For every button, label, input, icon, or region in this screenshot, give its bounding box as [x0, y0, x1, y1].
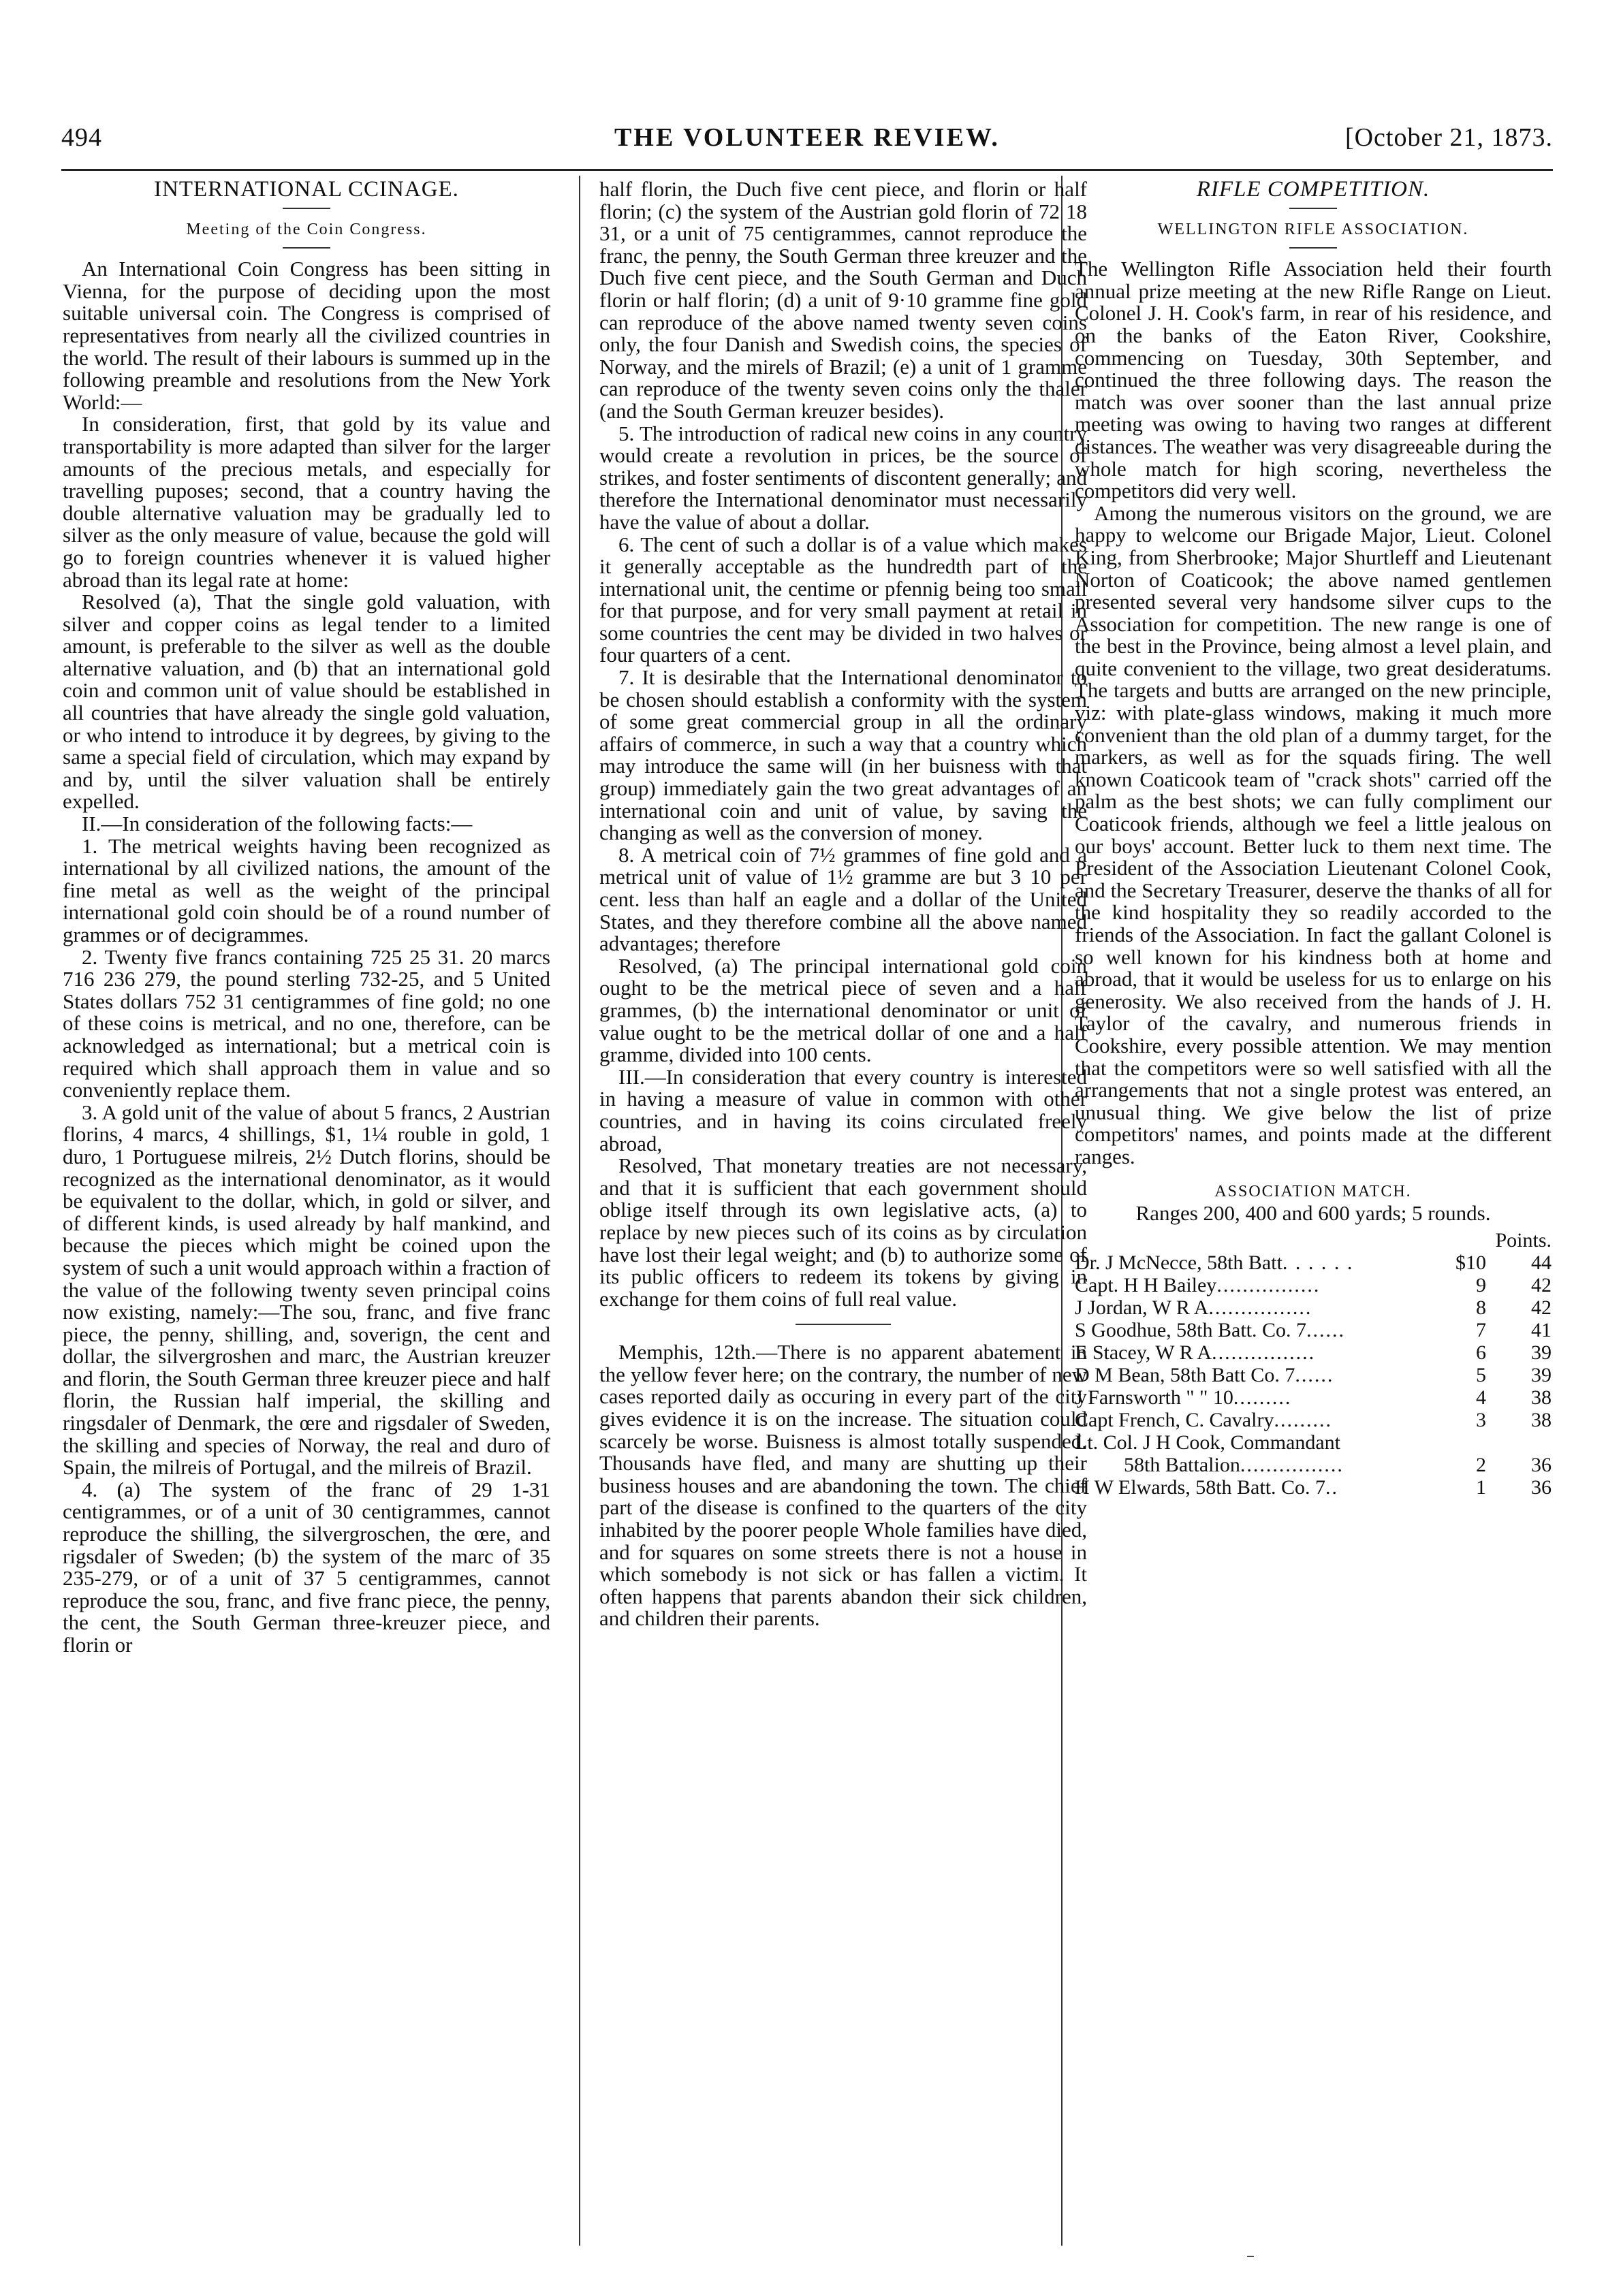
- article-subtitle-rifle: WELLINGTON RIFLE ASSOCIATION.: [1157, 220, 1469, 238]
- prize-value: 8: [1476, 1296, 1486, 1319]
- article-separator: [796, 1324, 891, 1325]
- prize-value: $10: [1455, 1251, 1486, 1274]
- subtitle-rule: [1289, 247, 1337, 249]
- paragraph: 7. It is desirable that the International denominator to be chosen should establish a conformity with the system of some great commercial group in all the ordinary affairs of commerce, in such a way that a country which may introduce the same will (in her buisness with that group) immediately gain the two great advantages of an international coin and unit of value, by saving the changing as well as the conversion of money.: [599, 665, 1087, 845]
- paragraph: Resolved, (a) The principal international gold coin ought to be the metrical piece of seven and a half grammes, (b) the international denominator or unit of value ought to be the metrical dollar of one and a half gramme, divided into 100 cents.: [599, 953, 1087, 1067]
- paragraph: Memphis, 12th.—There is no apparent abatement in the yellow fever here; on the contrary, the number of new cases reported daily as occuring in every part of the city gives evidence it is on the increase. The situation could scarcely be worse. Buisness is almost totally suspended. Thousands have fled, and many are shutting up their business houses and are abandoning the town. The chief part of the disease is confined to the quarters of the city inhabited by the poorer people Whole families have died, and for squares on some streets there is not a house in which somebody is not sick or has fallen a victim. It often happens that parents abandon their sick children, and children their parents.: [599, 1340, 1087, 1631]
- competitor-name: E Stacey, W R A: [1075, 1341, 1212, 1364]
- leader-dots: ................: [1208, 1296, 1312, 1319]
- results-header-row: [1075, 1229, 1552, 1251]
- points-value: 38: [1531, 1386, 1552, 1409]
- match-title: ASSOCIATION MATCH.: [1214, 1182, 1412, 1200]
- results-row: [1075, 1341, 1552, 1364]
- competitor-name: 58th Battalion: [1124, 1453, 1240, 1476]
- paragraph: In consideration, first, that gold by its value and transportability is more adapted than silver for the larger amounts of the precious metals, and especially for travelling puposes; second, that a country having the double alternative valuation may be gradually led to silver as the only measure of value, because the gold will go to foreign countries whenever it is valued higher abroad than its legal rate at home:: [63, 412, 550, 592]
- paragraph: 1. The metrical weights having been recognized as international by all civilized nations, the amount of the fine metal as well as the weight of the principal international gold coin should be of a round number of grammes or of decigrammes.: [63, 833, 550, 946]
- competitor-name: Lt. Col. J H Cook, Commandant: [1075, 1431, 1340, 1454]
- results-row: [1075, 1364, 1552, 1386]
- title-rule: [283, 208, 330, 209]
- points-value: 39: [1531, 1363, 1552, 1386]
- competitor-name: J Jordan, W R A: [1075, 1296, 1209, 1319]
- paragraph: 8. A metrical coin of 7½ grammes of fine gold and a metrical unit of value of 1½ gramme are but 3 10 per cent. less than half an eagle and a dollar of the United States, and they therefore combine all the above named advantages; therefore: [599, 842, 1087, 956]
- leader-dots: ................: [1216, 1273, 1321, 1296]
- leader-dots: ......: [1306, 1318, 1346, 1341]
- results-row: [1075, 1274, 1552, 1296]
- results-row: [1075, 1319, 1552, 1341]
- paragraph: 6. The cent of such a dollar is of a value which makes it generally acceptable as the hundredth part of the international unit, the centime or pfennig being too small for that purpose, and for very small payment at retail in some countries the cent may be divided in two halves or four quarters of a cent.: [599, 532, 1087, 667]
- paragraph: The Wellington Rifle Association held their fourth annual prize meeting at the new Rifle Range on Lieut. Colonel J. H. Cook's farm, in rear of his residence, and on the banks of the Eaton River, Cookshire, commencing on Tuesday, 30th September, and continued the three following days. The reason the match was over sooner than the last annual prize meeting was owing to having two ranges at different distances. The weather was very disagreeable during the whole match for high scoring, nevertheless the competitors did very well.: [1075, 257, 1552, 503]
- prize-value: 7: [1476, 1318, 1486, 1341]
- column-1: [63, 178, 550, 2242]
- competitor-name: J Farnsworth " " 10: [1075, 1386, 1233, 1409]
- paragraph: Among the numerous visitors on the ground, we are happy to welcome our Brigade Major, Lieut. Colonel King, from Sherbrooke; Major Shurtleff and Lieutenant Norton of Coaticook; the above named gentlemen presented several very handsome silver cups to the Association for competition. The new range is one of the best in the Province, being almost a level plain, and quite convenient to the village, two great desideratums. The targets and butts are arranged on the new principle, viz: with plate-glass windows, making it much more convenient than the old plan of a dummy target, for the markers, as well as for the squads firing. The well known Coaticook team of "crack shots" carried off the palm as the best shots; we can fully compliment our Coaticook friends, although we feel a little jealous on our boys' account. Better luck to them next time. The President of the Association Lieutenant Colonel Cook, and the Secretary Treasurer, deserve the thanks of all for the kind hospitality they so readily accorded to the friends of the Association. In fact the gallant Colonel is so well known for his kindness both at home and abroad, that it would be useless for us to enlarge on his generosity. We also received from the hands of J. H. Taylor of the cavalry, and numerous friends in Cookshire, every possible attention. We may mention that the competitors were so well satisfied with all the arrangements that not a single protest was entered, an unusual thing. We give below the list of prize competitors' names, and points made at the different ranges.: [1075, 500, 1552, 1168]
- leader-dots: ................: [1240, 1453, 1344, 1476]
- paragraph: 4. (a) The system of the franc of 29 1-31 centigrammes, or of a unit of 30 centigrammes, cannot reproduce the shilling, the silvergroschen, the œre, and rigsdaler of Sweden; (b) the system of the marc of 35 235-279, or of a unit of 37 5 centigrammes, cannot reproduce the sou, franc, and five franc piece, the penny, the cent, the South German three-kreuzer piece, and florin or: [63, 1477, 550, 1657]
- subtitle-rule: [283, 247, 330, 249]
- points-value: 42: [1531, 1296, 1552, 1319]
- journal-title: THE VOLUNTEER REVIEW.: [614, 123, 1000, 152]
- title-rule: [1289, 208, 1337, 209]
- leader-dots: ..: [1325, 1476, 1339, 1499]
- issue-date: [October 21, 1873.: [1344, 123, 1553, 152]
- prize-value: 3: [1476, 1408, 1486, 1431]
- results-table: [1075, 1229, 1552, 1499]
- competitor-name: H W Elwards, 58th Batt. Co. 7: [1075, 1476, 1326, 1499]
- competitor-name: Dr. J McNecce, 58th Batt: [1075, 1251, 1282, 1274]
- points-value: 36: [1531, 1453, 1552, 1476]
- results-row: [1075, 1454, 1552, 1476]
- points-value: 41: [1531, 1318, 1552, 1341]
- prize-value: 4: [1476, 1386, 1486, 1409]
- points-value: 39: [1531, 1341, 1552, 1364]
- paragraph: III.—In consideration that every country is interested in having a measure of value in common with other countries, and in having its coins circulated freely abroad,: [599, 1064, 1087, 1155]
- paragraph: Resolved (a), That the single gold valuation, with silver and copper coins as legal tender to a limited amount, is preferable to the silver as well as the double alternative valuation, and (b) that an international gold coin and common unit of value should be established in all countries that have already the single gold valuation, or who intend to introduce it by degrees, by giving to the same a special field of circulation, which may expand by and by, until the silver valuation shall be entirely expelled.: [63, 590, 550, 814]
- prize-value: 9: [1476, 1273, 1486, 1296]
- results-row: [1075, 1386, 1552, 1409]
- ranges-line: Ranges 200, 400 and 600 yards; 5 rounds.: [1135, 1201, 1491, 1226]
- article-subtitle-coinage: Meeting of the Coin Congress.: [186, 220, 427, 238]
- running-head: [61, 123, 1553, 163]
- prize-value: 1: [1476, 1476, 1486, 1499]
- paragraph: II.—In consideration of the following facts:—: [82, 812, 473, 836]
- results-row: [1075, 1431, 1552, 1454]
- results-row: [1075, 1409, 1552, 1431]
- bottom-mark: –: [1246, 2246, 1255, 2265]
- leader-dots: ................: [1212, 1341, 1316, 1364]
- results-row: [1075, 1476, 1552, 1499]
- points-value: 36: [1531, 1476, 1552, 1499]
- prize-value: 6: [1476, 1341, 1486, 1364]
- page-number: 494: [61, 123, 102, 152]
- paragraph: 2. Twenty five francs containing 725 25 31. 20 marcs 716 236 279, the pound sterling 732-25, and 5 United States dollars 752 31 centigrammes of fine gold; no one of these coins is metrical, and no one, therefore, can be acknowledged as international; but a metrical coin is required which shall approach them in value and so conveniently replace them.: [63, 944, 550, 1102]
- prize-value: 2: [1476, 1453, 1486, 1476]
- competitor-name: D M Bean, 58th Batt Co. 7: [1075, 1363, 1295, 1386]
- article-title-coinage: INTERNATIONAL CCINAGE.: [154, 178, 459, 202]
- header-rule: [61, 169, 1553, 171]
- points-value: 42: [1531, 1273, 1552, 1296]
- results-row: [1075, 1251, 1552, 1274]
- points-value: 44: [1531, 1251, 1552, 1274]
- competitor-name: S Goodhue, 58th Batt. Co. 7: [1075, 1318, 1307, 1341]
- points-value: [1486, 1431, 1552, 1454]
- competitor-name: Capt French, C. Cavalry: [1075, 1408, 1274, 1431]
- article-title-rifle: RIFLE COMPETITION.: [1196, 178, 1430, 202]
- paragraph: An International Coin Congress has been sitting in Vienna, for the purpose of deciding upon the most suitable universal coin. The Congress is comprised of representatives from nearly all the civilized countries in the world. The result of their labours is summed up in the following preamble and resolutions from the New York World:—: [63, 257, 550, 414]
- paragraph: half florin, the Duch five cent piece, and florin or half florin; (c) the system of the Austrian gold florin of 72 18 31, or a unit of 75 centigrammes, cannot reproduce the franc, the penny, the South German three kreuzer and the Duch five cent piece, and the South German and Duch florin or half florin; (d) a unit of 9·10 gramme fine gold can reproduce of the above named twenty seven coins only, the four Danish and Swedish coins, the species of Norway, and the mirels of Brazil; (e) a unit of 1 gramme can reproduce of the twenty seven coins only the thaler (and the South German kreuzer besides).: [599, 178, 1087, 423]
- leader-dots: ......: [1295, 1363, 1334, 1386]
- prize-value: [1443, 1431, 1486, 1454]
- leader-dots: . . . . . .: [1282, 1251, 1354, 1274]
- column-3: [1075, 178, 1552, 2242]
- leader-dots: .........: [1233, 1386, 1292, 1409]
- competitor-name: Capt. H H Bailey: [1075, 1273, 1217, 1296]
- paragraph: Resolved, That monetary treaties are not necessary, and that it is sufficient that each government should oblige itself through its own legislative acts, (a) to replace by new pieces such of its coins as by circulation have lost their legal weight; and (b) to authorize some of its public officers to redeem its tokens by giving in exchange for them coins of full real value.: [599, 1153, 1087, 1311]
- paragraph: 5. The introduction of radical new coins in any country would create a revolution in prices, be the source of strikes, and foster sentiments of discontent generally; and therefore the International denominator must necessarily have the value of about a dollar.: [599, 421, 1087, 534]
- points-header: Points.: [1495, 1228, 1552, 1251]
- points-value: 38: [1531, 1408, 1552, 1431]
- results-row: [1075, 1296, 1552, 1319]
- paragraph: 3. A gold unit of the value of about 5 francs, 2 Austrian florins, 4 marcs, 4 shillings, $1, 1¼ rouble in gold, 1 duro, 1 Portuguese milreis, 2½ Dutch florins, should be recognized as the international denominator, as it would be equivalent to the dollar, which, in gold or silver, and of different kinds, is used already by half mankind, and because the pieces which might be coined upon the system of such a unit would approach within a fraction of the value of the following twenty seven principal coins now existing, namely:—The sou, franc, and five franc piece, the penny, shilling, and, soverign, the cent and dollar, the silvergroshen and marc, the Austrian kreuzer and florin, the South German three kreuzer piece and half florin, the Russian half imperial, the skilling and ringsdaler of Denmark, the œre and rigsdaler of Sweden, the skilling and species of Norway, the real and duro of Spain, the milreis of Portugal, and the milreis of Brazil.: [63, 1100, 550, 1480]
- prize-value: 5: [1476, 1363, 1486, 1386]
- leader-dots: .........: [1274, 1408, 1332, 1431]
- column-divider: [579, 176, 580, 2246]
- column-2: [599, 178, 1087, 2242]
